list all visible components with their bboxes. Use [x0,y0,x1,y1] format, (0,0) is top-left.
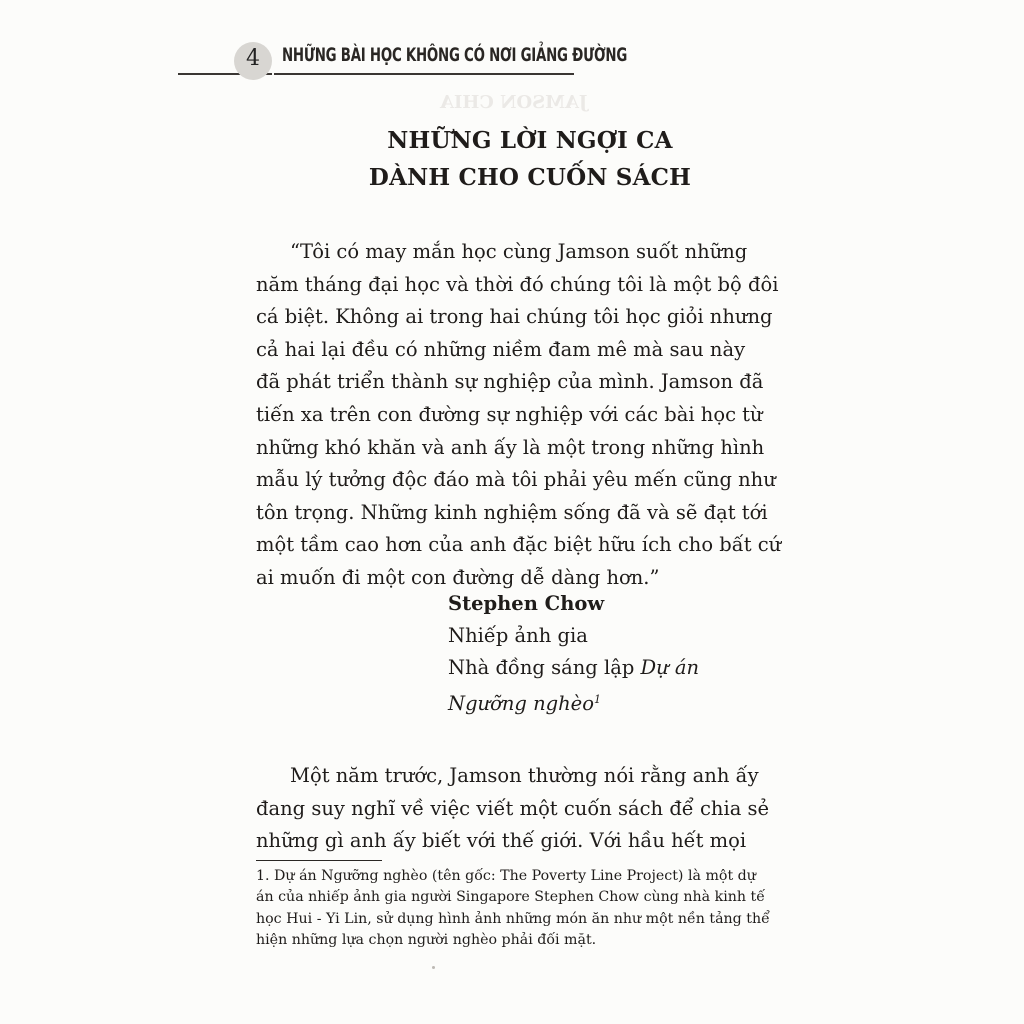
chapter-title [250,122,810,196]
cofounder-prefix: Nhà đồng sáng lập [448,656,641,679]
quote-line: cá biệt. Không ai trong hai chúng tôi học giỏi nhưng [256,305,773,329]
running-title: NHỮNG BÀI HỌC KHÔNG CÓ NƠI GIẢNG ĐƯỜNG [282,44,628,66]
header-rule-right [274,73,574,75]
footnote-line: án của nhiếp ảnh gia người Singapore Stephen Chow cùng nhà kinh tế [256,889,765,906]
bleed-through-text: JAMSON CHIA [440,92,588,113]
footnote-rule [256,860,382,861]
footnote [256,866,786,952]
chapter-title-line: DÀNH CHO CUỐN SÁCH [368,164,692,191]
attribution-role: Nhiếp ảnh gia [448,624,588,647]
quote-line: tôn trọng. Những kinh nghiệm sống đã và sẽ đạt tới [256,500,768,524]
footnote-line: hiện những lựa chọn người nghèo phải đối mặt. [256,932,597,949]
project-name-part1: Dự án [640,656,700,679]
chapter-title-line: NHỮNG LỜI NGỢI CA [387,127,673,154]
paragraph-line: Một năm trước, Jamson thường nói rằng anh ấy [290,764,759,787]
attribution-cofounder [448,652,699,684]
quote-attribution [448,588,699,720]
paragraph-line: những gì anh ấy biết với thế giới. Với hầu hết mọi [256,829,747,853]
praise-quote [256,236,782,595]
attribution-name: Stephen Chow [448,592,605,615]
attribution-project [448,684,699,720]
footnote-line: học Hui - Yi Lin, sử dụng hình ảnh những món ăn như một nền tảng thể [256,910,770,927]
quote-line: năm tháng đại học và thời đó chúng tôi là một bộ đôi [256,272,779,296]
quote-line: những khó khăn và anh ấy là một trong những hình [256,435,765,459]
running-header [178,42,778,84]
body-paragraph [256,760,776,858]
footnote-marker[interactable]: 1 [593,693,601,706]
quote-line: cả hai lại đều có những niềm đam mê mà sau này [256,337,746,361]
quote-line: mẫu lý tưởng độc đáo mà tôi phải yêu mến cũng như [256,468,776,492]
quote-line: đã phát triển thành sự nghiệp của mình. Jamson đã [256,370,764,394]
footnote-line: 1. Dự án Ngưỡng nghèo (tên gốc: The Poverty Line Project) là một dự [256,868,756,884]
paper-speck [432,966,435,969]
paragraph-line: đang suy nghĩ về việc viết một cuốn sách để chia sẻ [256,796,770,820]
project-name-part2: Ngưỡng nghèo [448,692,594,715]
quote-line: ai muốn đi một con đường dễ dàng hơn.” [256,565,660,589]
quote-line: “Tôi có may mắn học cùng Jamson suốt những [290,240,748,263]
quote-line: một tầm cao hơn của anh đặc biệt hữu ích cho bất cứ [256,533,782,557]
quote-line: tiến xa trên con đường sự nghiệp với các bài học từ [256,402,763,426]
page-number: 4 [246,46,260,71]
